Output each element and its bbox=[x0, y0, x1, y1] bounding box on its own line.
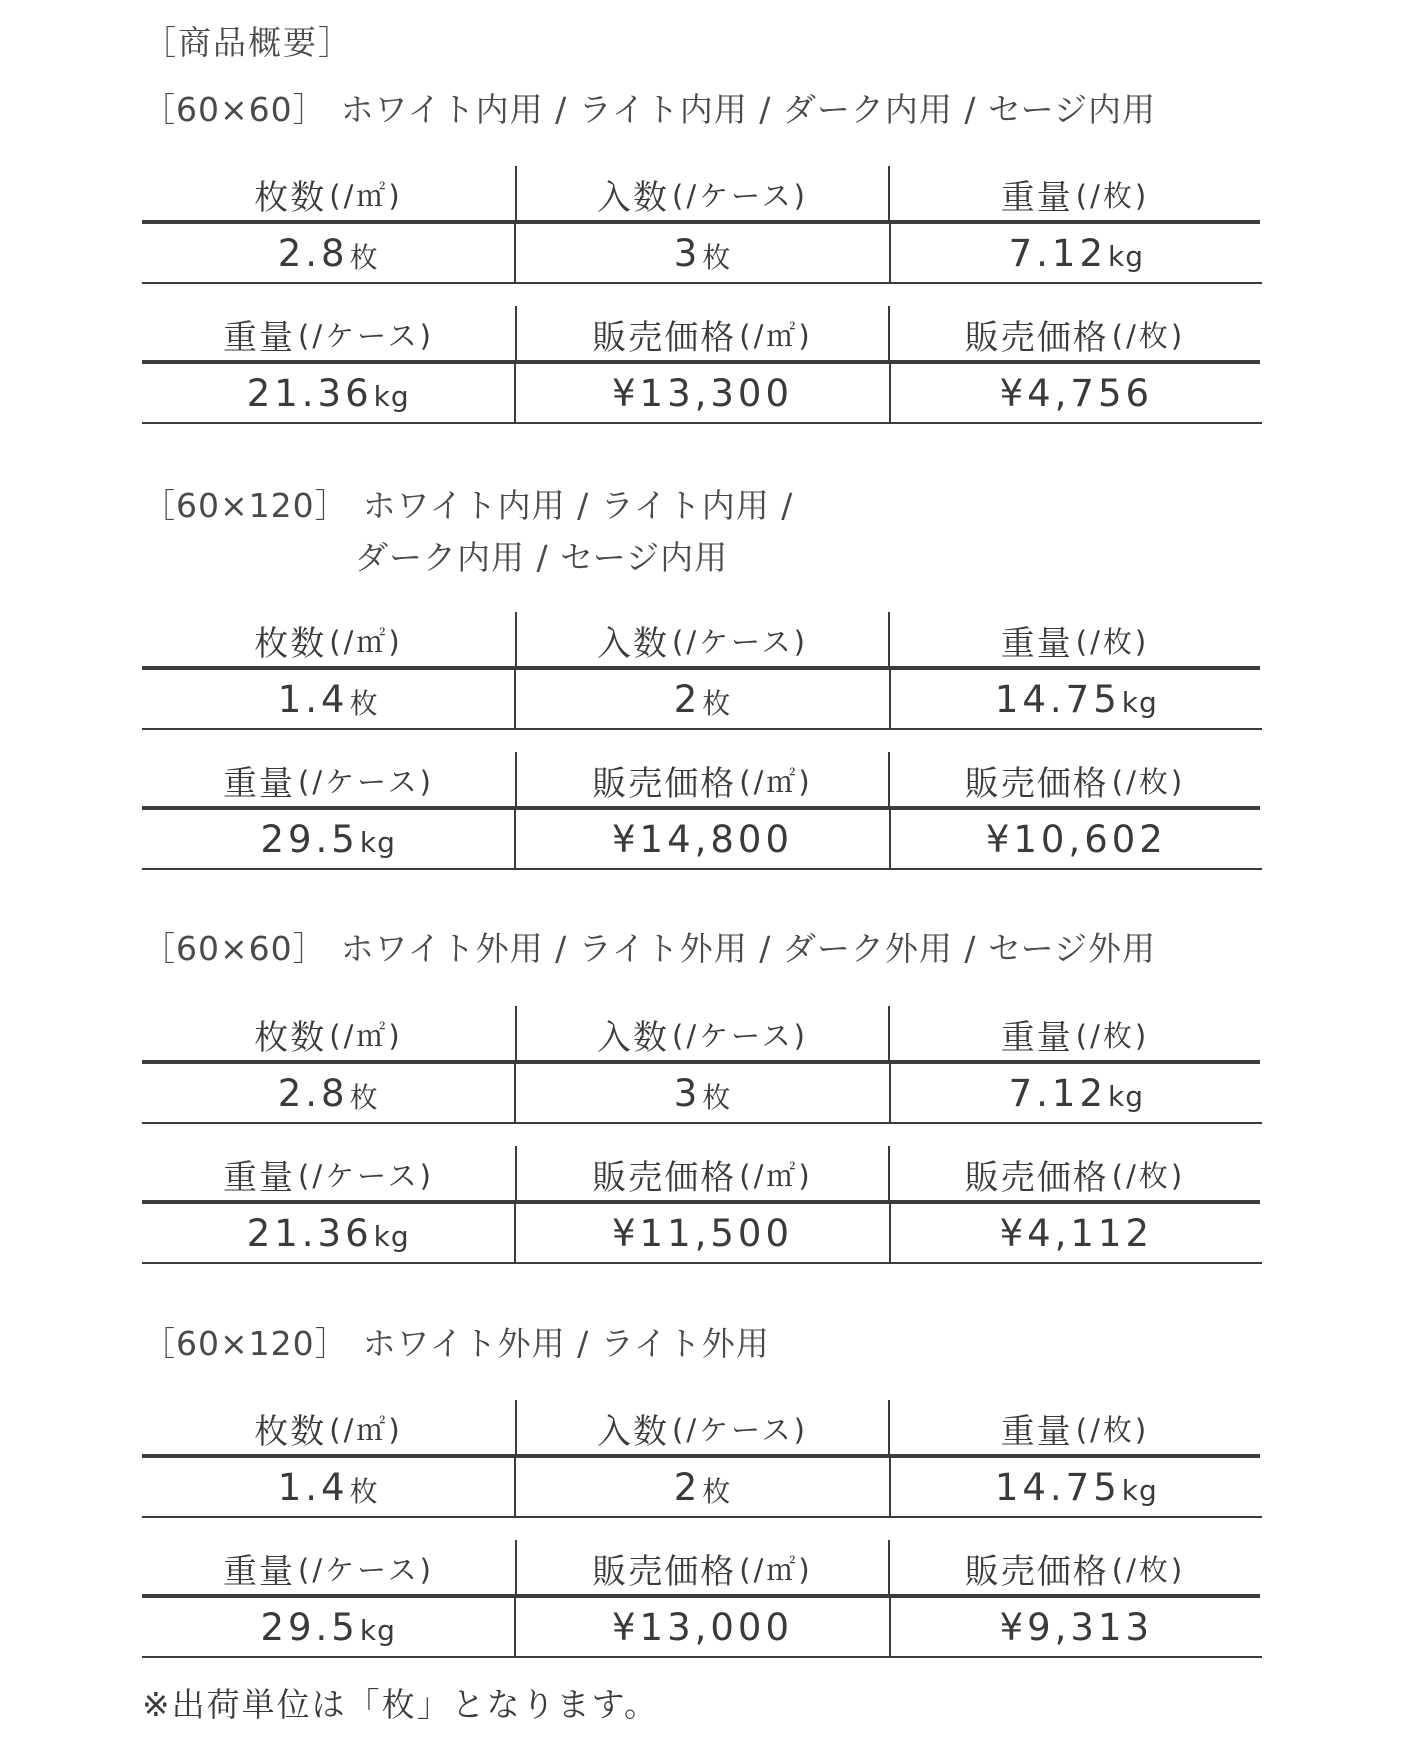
value-weight-per-sheet: 14.75 kg bbox=[889, 1458, 1262, 1518]
table-header-row bbox=[142, 1400, 1262, 1458]
table-header-row bbox=[142, 1006, 1262, 1064]
table-value-row bbox=[142, 670, 1262, 730]
value-price-per-m2: ¥13,300 bbox=[514, 364, 888, 424]
product-section-1 bbox=[142, 480, 1262, 861]
table-value-row bbox=[142, 1204, 1262, 1264]
value-weight-per-case: 29.5 kg bbox=[142, 1598, 514, 1658]
header-per-case: 入数 (/ケース) bbox=[515, 1400, 888, 1458]
value-weight-per-sheet: 7.12 kg bbox=[889, 224, 1262, 284]
section-product-names: ホワイト内用 / ライト内用 / bbox=[362, 486, 794, 525]
value-price-per-sheet: ¥9,313 bbox=[889, 1598, 1262, 1658]
value-price-per-m2: ¥11,500 bbox=[514, 1204, 888, 1264]
table-header-row bbox=[142, 752, 1262, 810]
product-section-2 bbox=[142, 923, 1262, 1255]
header-weight-per-case: 重量 (/ケース) bbox=[142, 306, 515, 364]
footnote: ※出荷単位は「枚」となります。 bbox=[142, 1685, 660, 1724]
header-weight-per-sheet: 重量 (/枚) bbox=[888, 1006, 1260, 1064]
header-price-per-sheet: 販売価格 (/枚) bbox=[888, 1146, 1260, 1204]
header-price-per-sheet: 販売価格 (/枚) bbox=[888, 752, 1260, 810]
value-price-per-m2: ¥14,800 bbox=[514, 810, 888, 870]
section-title bbox=[142, 84, 1262, 136]
value-sheets-per-m2: 2.8 枚 bbox=[142, 1064, 514, 1124]
value-per-case: 3 枚 bbox=[514, 1064, 888, 1124]
section-product-names: ホワイト外用 / ライト外用 / ダーク外用 / セージ外用 bbox=[340, 929, 1156, 968]
table-value-row bbox=[142, 1458, 1262, 1518]
spec-table bbox=[142, 1006, 1262, 1264]
header-weight-per-case: 重量 (/ケース) bbox=[142, 752, 515, 810]
value-price-per-sheet: ¥4,112 bbox=[889, 1204, 1262, 1264]
header-per-case: 入数 (/ケース) bbox=[515, 1006, 888, 1064]
value-price-per-sheet: ¥4,756 bbox=[889, 364, 1262, 424]
value-sheets-per-m2: 2.8 枚 bbox=[142, 224, 514, 284]
section-product-names: ホワイト外用 / ライト外用 bbox=[362, 1324, 770, 1363]
spec-table bbox=[142, 612, 1262, 870]
header-price-per-m2: 販売価格 (/㎡) bbox=[515, 1540, 888, 1598]
value-weight-per-case: 29.5 kg bbox=[142, 810, 514, 870]
value-weight-per-sheet: 7.12 kg bbox=[889, 1064, 1262, 1124]
header-weight-per-sheet: 重量 (/枚) bbox=[888, 166, 1260, 224]
table-value-row bbox=[142, 224, 1262, 284]
table-header-row bbox=[142, 1146, 1262, 1204]
section-size: ［60×60］ bbox=[142, 90, 327, 129]
table-value-row bbox=[142, 364, 1262, 424]
value-per-case: 3 枚 bbox=[514, 224, 888, 284]
header-sheets-per-m2: 枚数 (/㎡) bbox=[142, 612, 515, 670]
value-weight-per-case: 21.36 kg bbox=[142, 1204, 514, 1264]
table-header-row bbox=[142, 1540, 1262, 1598]
header-price-per-m2: 販売価格 (/㎡) bbox=[515, 752, 888, 810]
header-sheets-per-m2: 枚数 (/㎡) bbox=[142, 166, 515, 224]
section-size: ［60×120］ bbox=[142, 1324, 349, 1363]
header-weight-per-case: 重量 (/ケース) bbox=[142, 1146, 515, 1204]
section-size: ［60×60］ bbox=[142, 929, 327, 968]
header-sheets-per-m2: 枚数 (/㎡) bbox=[142, 1006, 515, 1064]
section-size: ［60×120］ bbox=[142, 486, 349, 525]
header-weight-per-sheet: 重量 (/枚) bbox=[888, 1400, 1260, 1458]
value-weight-per-case: 21.36 kg bbox=[142, 364, 514, 424]
header-weight-per-case: 重量 (/ケース) bbox=[142, 1540, 515, 1598]
value-weight-per-sheet: 14.75 kg bbox=[889, 670, 1262, 730]
header-weight-per-sheet: 重量 (/枚) bbox=[888, 612, 1260, 670]
section-title bbox=[142, 1318, 1262, 1370]
header-price-per-sheet: 販売価格 (/枚) bbox=[888, 306, 1260, 364]
header-price-per-m2: 販売価格 (/㎡) bbox=[515, 1146, 888, 1204]
value-price-per-sheet: ¥10,602 bbox=[889, 810, 1262, 870]
table-value-row bbox=[142, 810, 1262, 870]
page-heading: ［商品概要］ bbox=[143, 23, 353, 62]
value-price-per-m2: ¥13,000 bbox=[514, 1598, 888, 1658]
spec-table bbox=[142, 1400, 1262, 1658]
header-per-case: 入数 (/ケース) bbox=[515, 612, 888, 670]
table-header-row bbox=[142, 306, 1262, 364]
value-per-case: 2 枚 bbox=[514, 670, 888, 730]
table-header-row bbox=[142, 166, 1262, 224]
value-sheets-per-m2: 1.4 枚 bbox=[142, 670, 514, 730]
product-section-0 bbox=[142, 84, 1262, 415]
table-header-row bbox=[142, 612, 1262, 670]
value-per-case: 2 枚 bbox=[514, 1458, 888, 1518]
table-value-row bbox=[142, 1064, 1262, 1124]
section-title bbox=[142, 923, 1262, 975]
value-sheets-per-m2: 1.4 枚 bbox=[142, 1458, 514, 1518]
header-price-per-sheet: 販売価格 (/枚) bbox=[888, 1540, 1260, 1598]
header-per-case: 入数 (/ケース) bbox=[515, 166, 888, 224]
spec-table bbox=[142, 166, 1262, 424]
header-price-per-m2: 販売価格 (/㎡) bbox=[515, 306, 888, 364]
product-section-3 bbox=[142, 1318, 1262, 1649]
section-product-names: ホワイト内用 / ライト内用 / ダーク内用 / セージ内用 bbox=[340, 90, 1156, 129]
section-title bbox=[142, 480, 1262, 577]
section-product-names-line2: ダーク内用 / セージ内用 bbox=[355, 538, 729, 577]
table-value-row bbox=[142, 1598, 1262, 1658]
header-sheets-per-m2: 枚数 (/㎡) bbox=[142, 1400, 515, 1458]
